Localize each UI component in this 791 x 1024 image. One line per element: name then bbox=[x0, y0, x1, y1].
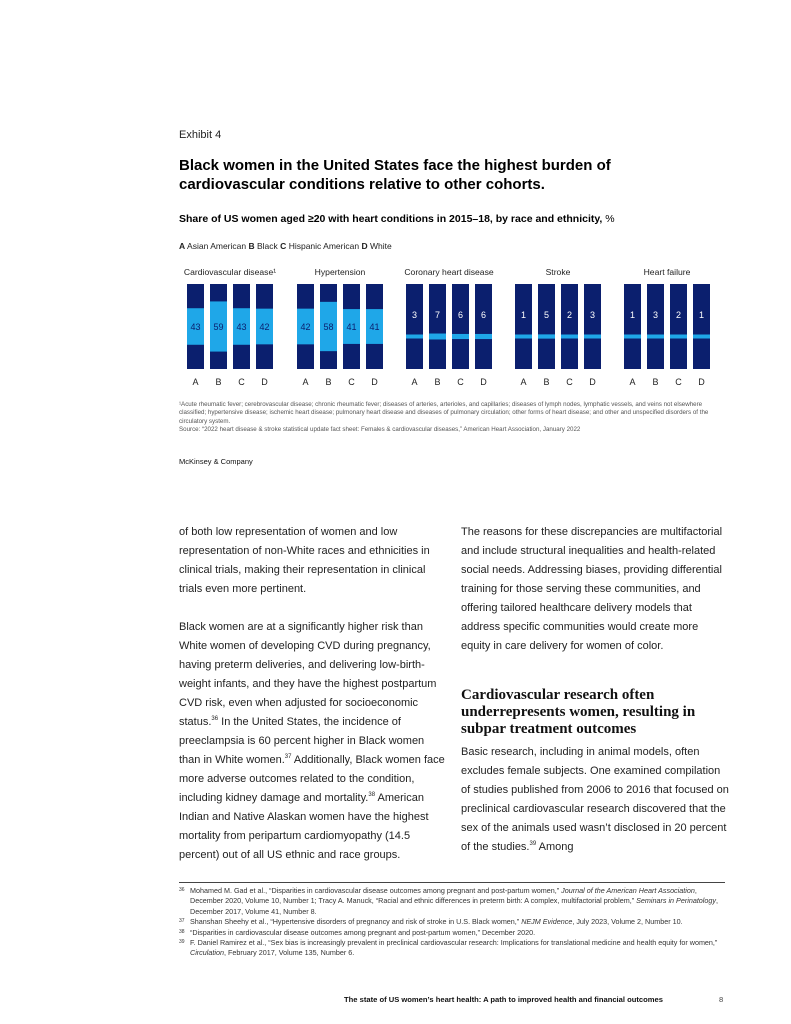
footnote-ref[interactable]: 38 bbox=[368, 792, 376, 798]
bar-data-label: 6 bbox=[457, 310, 464, 320]
bar-data-label: 3 bbox=[411, 310, 418, 320]
category-label: A bbox=[629, 377, 636, 387]
legend-key-a: A bbox=[179, 241, 186, 251]
bar-value bbox=[584, 335, 601, 339]
page-footer-title: The state of US women’s heart health: A path to improved health and financial outcomes bbox=[344, 995, 663, 1004]
bar-value bbox=[406, 335, 423, 339]
bar-value bbox=[538, 334, 555, 338]
bar-data-label: 2 bbox=[675, 310, 682, 320]
category-label: D bbox=[261, 377, 268, 387]
bar-value bbox=[475, 334, 492, 339]
bar-data-label: 59 bbox=[213, 322, 224, 332]
bar-data-label: 1 bbox=[520, 310, 527, 320]
category-label: A bbox=[411, 377, 418, 387]
category-label: B bbox=[543, 377, 550, 387]
panel-title: Stroke bbox=[545, 267, 571, 277]
bar-data-label: 1 bbox=[629, 310, 636, 320]
section-heading: Cardiovascular research often underrepresents women, resulting in subpar treatment outcomes bbox=[461, 687, 696, 737]
exhibit-title: Black women in the United States face the highest burden of cardiovascular conditions relative to other cohorts. bbox=[179, 157, 611, 193]
text-run: Among bbox=[536, 841, 574, 853]
category-label: D bbox=[589, 377, 596, 387]
bar-data-label: 42 bbox=[300, 322, 311, 332]
bar-value bbox=[429, 334, 446, 340]
footnote-item bbox=[179, 938, 725, 959]
bar-data-label: 2 bbox=[566, 310, 573, 320]
legend-label-a: Asian American bbox=[187, 241, 247, 251]
brand-logo-text: McKinsey & Company bbox=[179, 457, 253, 466]
footnote-item bbox=[179, 928, 725, 938]
footnote-number: 39 bbox=[179, 939, 185, 946]
footnote-number: 38 bbox=[179, 928, 185, 935]
bar-background bbox=[452, 284, 469, 369]
paragraph: of both low representation of women and low representation of non-White races and ethnicities in clinical trials, making their representation in clinical trials even more pertinent. bbox=[179, 526, 430, 595]
body-column-left bbox=[179, 523, 447, 884]
category-label: C bbox=[566, 377, 573, 387]
bar-data-label: 7 bbox=[434, 310, 441, 320]
footnote-text: F. Daniel Ramirez et al., “Sex bias is increasingly prevalent in preclinical cardiovascular research: Implications for translational medicine and health equity for women,” Circulation, February 2017, Volume 135, Number 6. bbox=[190, 938, 718, 958]
text-run: Black women are at a significantly higher risk than White women of developing CVD during pregnancy, having preterm deliveries, and delivering low-birth-weight infants, and they have the highest postpartum CVD risk, even when adjusted for socioeconomic status. bbox=[179, 621, 437, 728]
text-run: Basic research, including in animal models, often excludes female subjects. One examined compilation of studies published from 2006 to 2016 that focused on preclinical cardiovascular research discovered that the sex of the animals used wasn’t disclosed in 20 percent of the studies. bbox=[461, 746, 729, 853]
text-run: American Indian and Native Alaskan women have the highest mortality from peripartum cardiomyopathy (14.5 percent) out of all US ethnic and race groups. bbox=[179, 792, 429, 861]
bar-data-label: 5 bbox=[543, 310, 550, 320]
bar-background bbox=[406, 284, 423, 369]
panel-title: Hypertension bbox=[314, 267, 366, 277]
category-label: D bbox=[480, 377, 487, 387]
heart-conditions-chart bbox=[0, 0, 791, 400]
body-column-right bbox=[461, 523, 729, 876]
bar-background bbox=[561, 284, 578, 369]
footnote-number: 36 bbox=[179, 887, 185, 893]
panel-title: Cardiovascular disease¹ bbox=[183, 267, 277, 277]
category-label: D bbox=[698, 377, 705, 387]
bar-background bbox=[475, 284, 492, 369]
page-number: 8 bbox=[719, 995, 724, 1004]
legend-key-b: B bbox=[248, 241, 255, 251]
paragraph bbox=[179, 618, 447, 865]
paragraph bbox=[461, 743, 729, 857]
bar-value bbox=[515, 335, 532, 339]
bar-background bbox=[429, 284, 446, 369]
footnote-number: 37 bbox=[179, 918, 185, 925]
bar-data-label: 3 bbox=[652, 310, 659, 320]
bar-background bbox=[624, 284, 641, 369]
chart-unit: % bbox=[605, 213, 615, 225]
footnote-divider bbox=[179, 882, 725, 883]
category-label: D bbox=[371, 377, 378, 387]
chart-subtitle-text: Share of US women aged ≥20 with heart conditions in 2015–18, by race and ethnicity, bbox=[179, 213, 603, 225]
footnote-text: Shanshan Sheehy et al., “Hypertensive disorders of pregnancy and risk of stroke in U.S. Black women,” NEJM Evidence, July 2023, Volume 2, Number 10. bbox=[190, 917, 683, 927]
panel-title: Heart failure bbox=[643, 267, 691, 277]
bar-background bbox=[538, 284, 555, 369]
bar-data-label: 58 bbox=[323, 322, 334, 332]
chart-footnotes bbox=[179, 401, 719, 435]
text-run: Additionally, Black women face more adverse outcomes related to the condition, including kidney damage and mortality. bbox=[179, 754, 445, 804]
bar-data-label: 1 bbox=[698, 310, 705, 320]
bar-data-label: 3 bbox=[589, 310, 596, 320]
category-label: B bbox=[325, 377, 332, 387]
bar-data-label: 41 bbox=[369, 322, 380, 332]
text-run: In the United States, the incidence of preeclampsia is 60 percent higher in Black women than in White women. bbox=[179, 716, 425, 766]
category-label: B bbox=[215, 377, 222, 387]
footnote-item bbox=[179, 886, 725, 917]
exhibit-label: Exhibit 4 bbox=[179, 129, 222, 141]
paragraph: The reasons for these discrepancies are multifactorial and include structural inequalities and health-related social needs. Addressing biases, providing differential training for those serving these communities, and offering tailored healthcare delivery models that address specific communities would create more equity in care delivery for women of color. bbox=[461, 526, 723, 652]
category-label: B bbox=[434, 377, 441, 387]
footnote-text: “Disparities in cardiovascular disease outcomes among pregnant and post-partum women,” December 2020. bbox=[190, 927, 536, 937]
category-label: C bbox=[238, 377, 245, 387]
category-label: C bbox=[675, 377, 682, 387]
category-label: A bbox=[302, 377, 309, 387]
bar-background bbox=[584, 284, 601, 369]
category-label: A bbox=[520, 377, 527, 387]
legend-key-c: C bbox=[280, 241, 287, 251]
chart-source: Source: “2022 heart disease & stroke statistical update fact sheet: Females & cardiovascular diseases,” American Heart Association, January 2022 bbox=[179, 426, 581, 434]
panel-title: Coronary heart disease bbox=[404, 267, 494, 277]
bar-data-label: 6 bbox=[480, 310, 487, 320]
legend-label-c: Hispanic American bbox=[288, 241, 360, 251]
bar-background bbox=[515, 284, 532, 369]
category-label: B bbox=[652, 377, 659, 387]
bar-value bbox=[693, 335, 710, 339]
bar-value bbox=[647, 335, 664, 339]
category-label: C bbox=[457, 377, 464, 387]
footnote-ref[interactable]: 36 bbox=[211, 716, 219, 722]
bar-value bbox=[561, 335, 578, 339]
legend-label-b: Black bbox=[257, 241, 278, 251]
legend-key-d: D bbox=[361, 241, 368, 251]
bar-value bbox=[670, 335, 687, 339]
footnote-list bbox=[179, 886, 725, 959]
bar-data-label: 41 bbox=[346, 322, 357, 332]
bar-data-label: 42 bbox=[259, 322, 270, 332]
bar-data-label: 43 bbox=[236, 322, 247, 332]
footnote-ref[interactable]: 37 bbox=[284, 754, 292, 760]
legend-label-d: White bbox=[369, 241, 392, 251]
bar-background bbox=[647, 284, 664, 369]
bar-data-label: 43 bbox=[190, 322, 201, 332]
bar-value bbox=[624, 335, 641, 339]
footnote-ref[interactable]: 39 bbox=[529, 841, 537, 847]
bar-background bbox=[670, 284, 687, 369]
footnote-text: Mohamed M. Gad et al., “Disparities in cardiovascular disease outcomes among pregnant and post-partum women,” Journal of the American Heart Association, December 2020, Volume 10, Number 1; Tracy A. Manuck, “Racial and ethnic differences in preterm birth: A complex, multifactorial problem,” Seminars in Perinatology, December 2017, Volume 41, Number 8. bbox=[190, 886, 718, 916]
footnote-item bbox=[179, 917, 725, 927]
bar-background bbox=[693, 284, 710, 369]
category-label: A bbox=[192, 377, 199, 387]
bar-value bbox=[452, 334, 469, 339]
chart-footnote-1: ¹Acute rheumatic fever; cerebrovascular disease; chronic rheumatic fever; diseases of arteries, arterioles, and capillaries; diseases of lymph nodes, lymphatic vessels, and veins not elsewhere classified; hypertensive disease; ischemic heart disease; pulmonary heart disease and diseases of pulmonary circulation; other forms of heart disease; and other and unspecified disorders of the circulatory system. bbox=[179, 401, 709, 425]
category-label: C bbox=[348, 377, 355, 387]
